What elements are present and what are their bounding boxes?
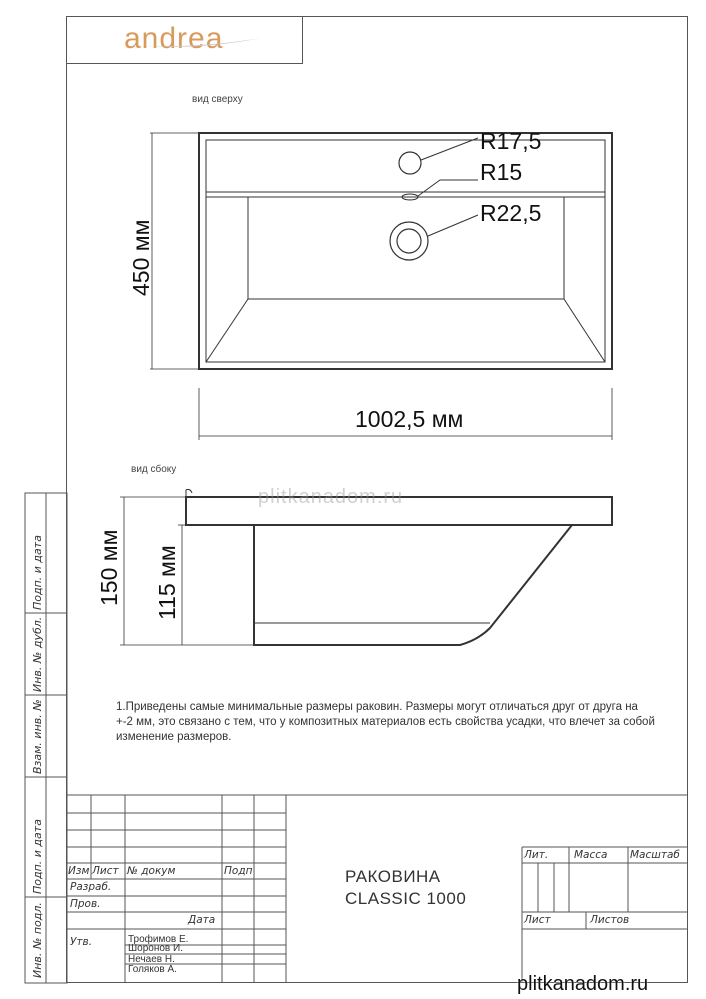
tb-name-2: Шоронов И. (128, 943, 183, 954)
side-view-label: вид сбоку (131, 464, 177, 475)
tb-date-label: Дата (188, 914, 216, 926)
tb-sheets: Листов (590, 914, 630, 926)
top-view-label: вид сверху (192, 94, 243, 105)
radius-overflow: R15 (480, 159, 523, 185)
stamp-sign-date-2: Подп. и дата (31, 819, 44, 894)
tb-mass: Масса (574, 849, 608, 861)
stamp-inv-podl: Инв. № подл. (31, 902, 44, 978)
tb-name-4: Голяков А. (128, 964, 177, 975)
tb-header-doc: № докум (127, 865, 176, 877)
radius-tap-hole: R17,5 (480, 128, 542, 154)
tb-header-sign: Подп (224, 865, 253, 877)
drawing-title-line1: РАКОВИНА (345, 867, 441, 886)
drawing-title-line2: CLASSIC 1000 (345, 889, 467, 908)
height-bowl-dimension: 115 мм (154, 545, 180, 620)
top-view-outer (199, 133, 612, 369)
side-view (120, 489, 612, 645)
drain-outer (390, 222, 428, 260)
stamp-sign-date-1: Подп. и дата (31, 535, 44, 610)
drawing-title (345, 866, 466, 910)
tap-hole (399, 152, 421, 174)
tb-header-list: Лист (92, 865, 119, 877)
tb-sheet: Лист (524, 914, 551, 926)
stamp-vzam-inv: Взам. инв. № (31, 699, 44, 774)
tb-name-1: Трофимов Е. (128, 934, 189, 945)
top-view (150, 133, 612, 440)
tb-name-3: Нечаев Н. (128, 954, 175, 965)
logo-swoosh (120, 38, 262, 47)
depth-dimension: 450 мм (128, 219, 154, 296)
leader-r22 (428, 215, 478, 236)
brand-logo: andrea (124, 22, 224, 55)
tb-role-checked: Пров. (70, 898, 101, 910)
watermark-corner: plitkanadom.ru (517, 973, 649, 995)
tb-role-developed: Разраб. (70, 881, 112, 893)
tb-scale: Масштаб (630, 849, 680, 861)
width-dimension: 1002,5 мм (355, 406, 464, 432)
drain-inner (397, 229, 421, 253)
side-view-bowl (254, 525, 572, 645)
tb-header-izm: Изм (68, 865, 90, 877)
radius-drain: R22,5 (480, 200, 542, 226)
dimension-note: 1.Приведены самые минимальные размеры раковин. Размеры могут отличаться друг от друга на +-2 мм, это связано с тем, что у композитных материалов есть свойства усадки, что влечет за собой изменение размеров. (116, 701, 655, 743)
height-total-dimension: 150 мм (96, 529, 122, 606)
leader-r17 (421, 138, 478, 160)
tb-lit: Лит. (524, 849, 549, 861)
leader-r15 (418, 180, 478, 196)
tb-role-approved: Утв. (70, 936, 93, 948)
stamp-inv-dubl: Инв. № дубл. (31, 616, 44, 692)
watermark-center: plitkanadom.ru (258, 486, 404, 508)
